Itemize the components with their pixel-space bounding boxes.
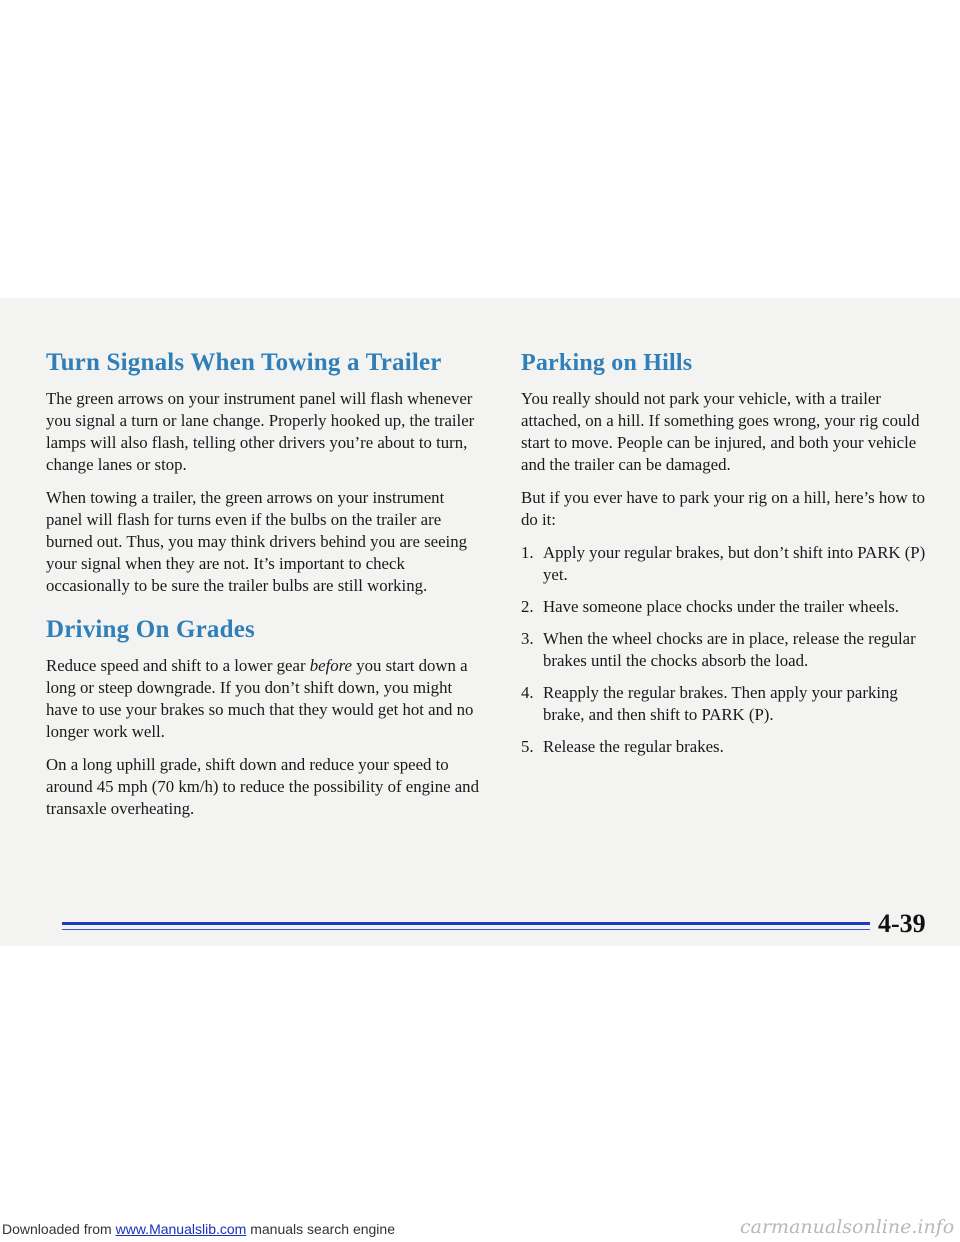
step-number: 4. [521,683,534,702]
list-item [521,628,941,672]
parking-steps-list [521,542,941,758]
list-item [521,682,941,726]
footer-rule [62,922,870,925]
heading-turn-signals: Turn Signals When Towing a Trailer [46,349,442,376]
heading-driving-on-grades: Driving On Grades [46,616,255,643]
downgrade-text-end: you start down a long or steep downgrade. If you don’t shift down, you might have to use your brakes so much that they would get hot and no longer work well. [46,656,474,741]
list-item [521,736,941,758]
step-text: When the wheel chocks are in place, release the regular brakes until the chocks absorb the load. [543,629,916,670]
step-number: 5. [521,737,534,756]
list-item [521,542,941,586]
download-footer [2,1221,395,1237]
step-text: Have someone place chocks under the trailer wheels. [543,597,899,616]
paragraph-burned-out-bulbs: When towing a trailer, the green arrows on your instrument panel will flash for turns even if the bulbs on the trailer are burned out. Thus, you may think drivers behind you are seeing your signal when they are not. It’s important to check occasionally to be sure the trailer bulbs are still working. [46,488,468,595]
paragraph-uphill: On a long uphill grade, shift down and reduce your speed to around 45 mph (70 km/h) to reduce the possibility of engine and transaxle overheating. [46,755,479,818]
step-text: Apply your regular brakes, but don’t shift into PARK (P) yet. [543,543,926,584]
footer-rule-thin [62,929,870,930]
left-column [46,340,482,831]
list-item [521,596,941,618]
paragraph-do-not-park: You really should not park your vehicle, with a trailer attached, on a hill. If something goes wrong, your rig could start to move. People can be injured, and both your vehicle and the trailer can be damaged. [521,389,920,474]
step-number: 3. [521,629,534,648]
paragraph-how-to: But if you ever have to park your rig on a hill, here’s how to do it: [521,488,926,529]
paragraph-green-arrows: The green arrows on your instrument panel will flash whenever you signal a turn or lane change. Properly hooked up, the trailer lamps will also flash, telling other drivers you’re about to turn, change lanes or stop. [46,389,475,474]
step-text: Release the regular brakes. [543,737,724,756]
right-column [521,340,941,768]
step-number: 2. [521,597,534,616]
step-number: 1. [521,543,534,562]
emphasis-before: before [309,656,352,675]
footer-prefix: Downloaded from [2,1221,116,1237]
watermark: carmanualsonline.info [740,1216,955,1238]
footer-suffix: manuals search engine [246,1221,395,1237]
heading-parking-on-hills: Parking on Hills [521,350,693,376]
paragraph-downgrade [46,655,482,743]
page-number: 4-39 [878,909,926,938]
manualslib-link[interactable]: www.Manualslib.com [115,1221,247,1237]
downgrade-text-start: Reduce speed and shift to a lower gear [46,656,310,675]
step-text: Reapply the regular brakes. Then apply your parking brake, and then shift to PARK (P). [543,683,898,724]
